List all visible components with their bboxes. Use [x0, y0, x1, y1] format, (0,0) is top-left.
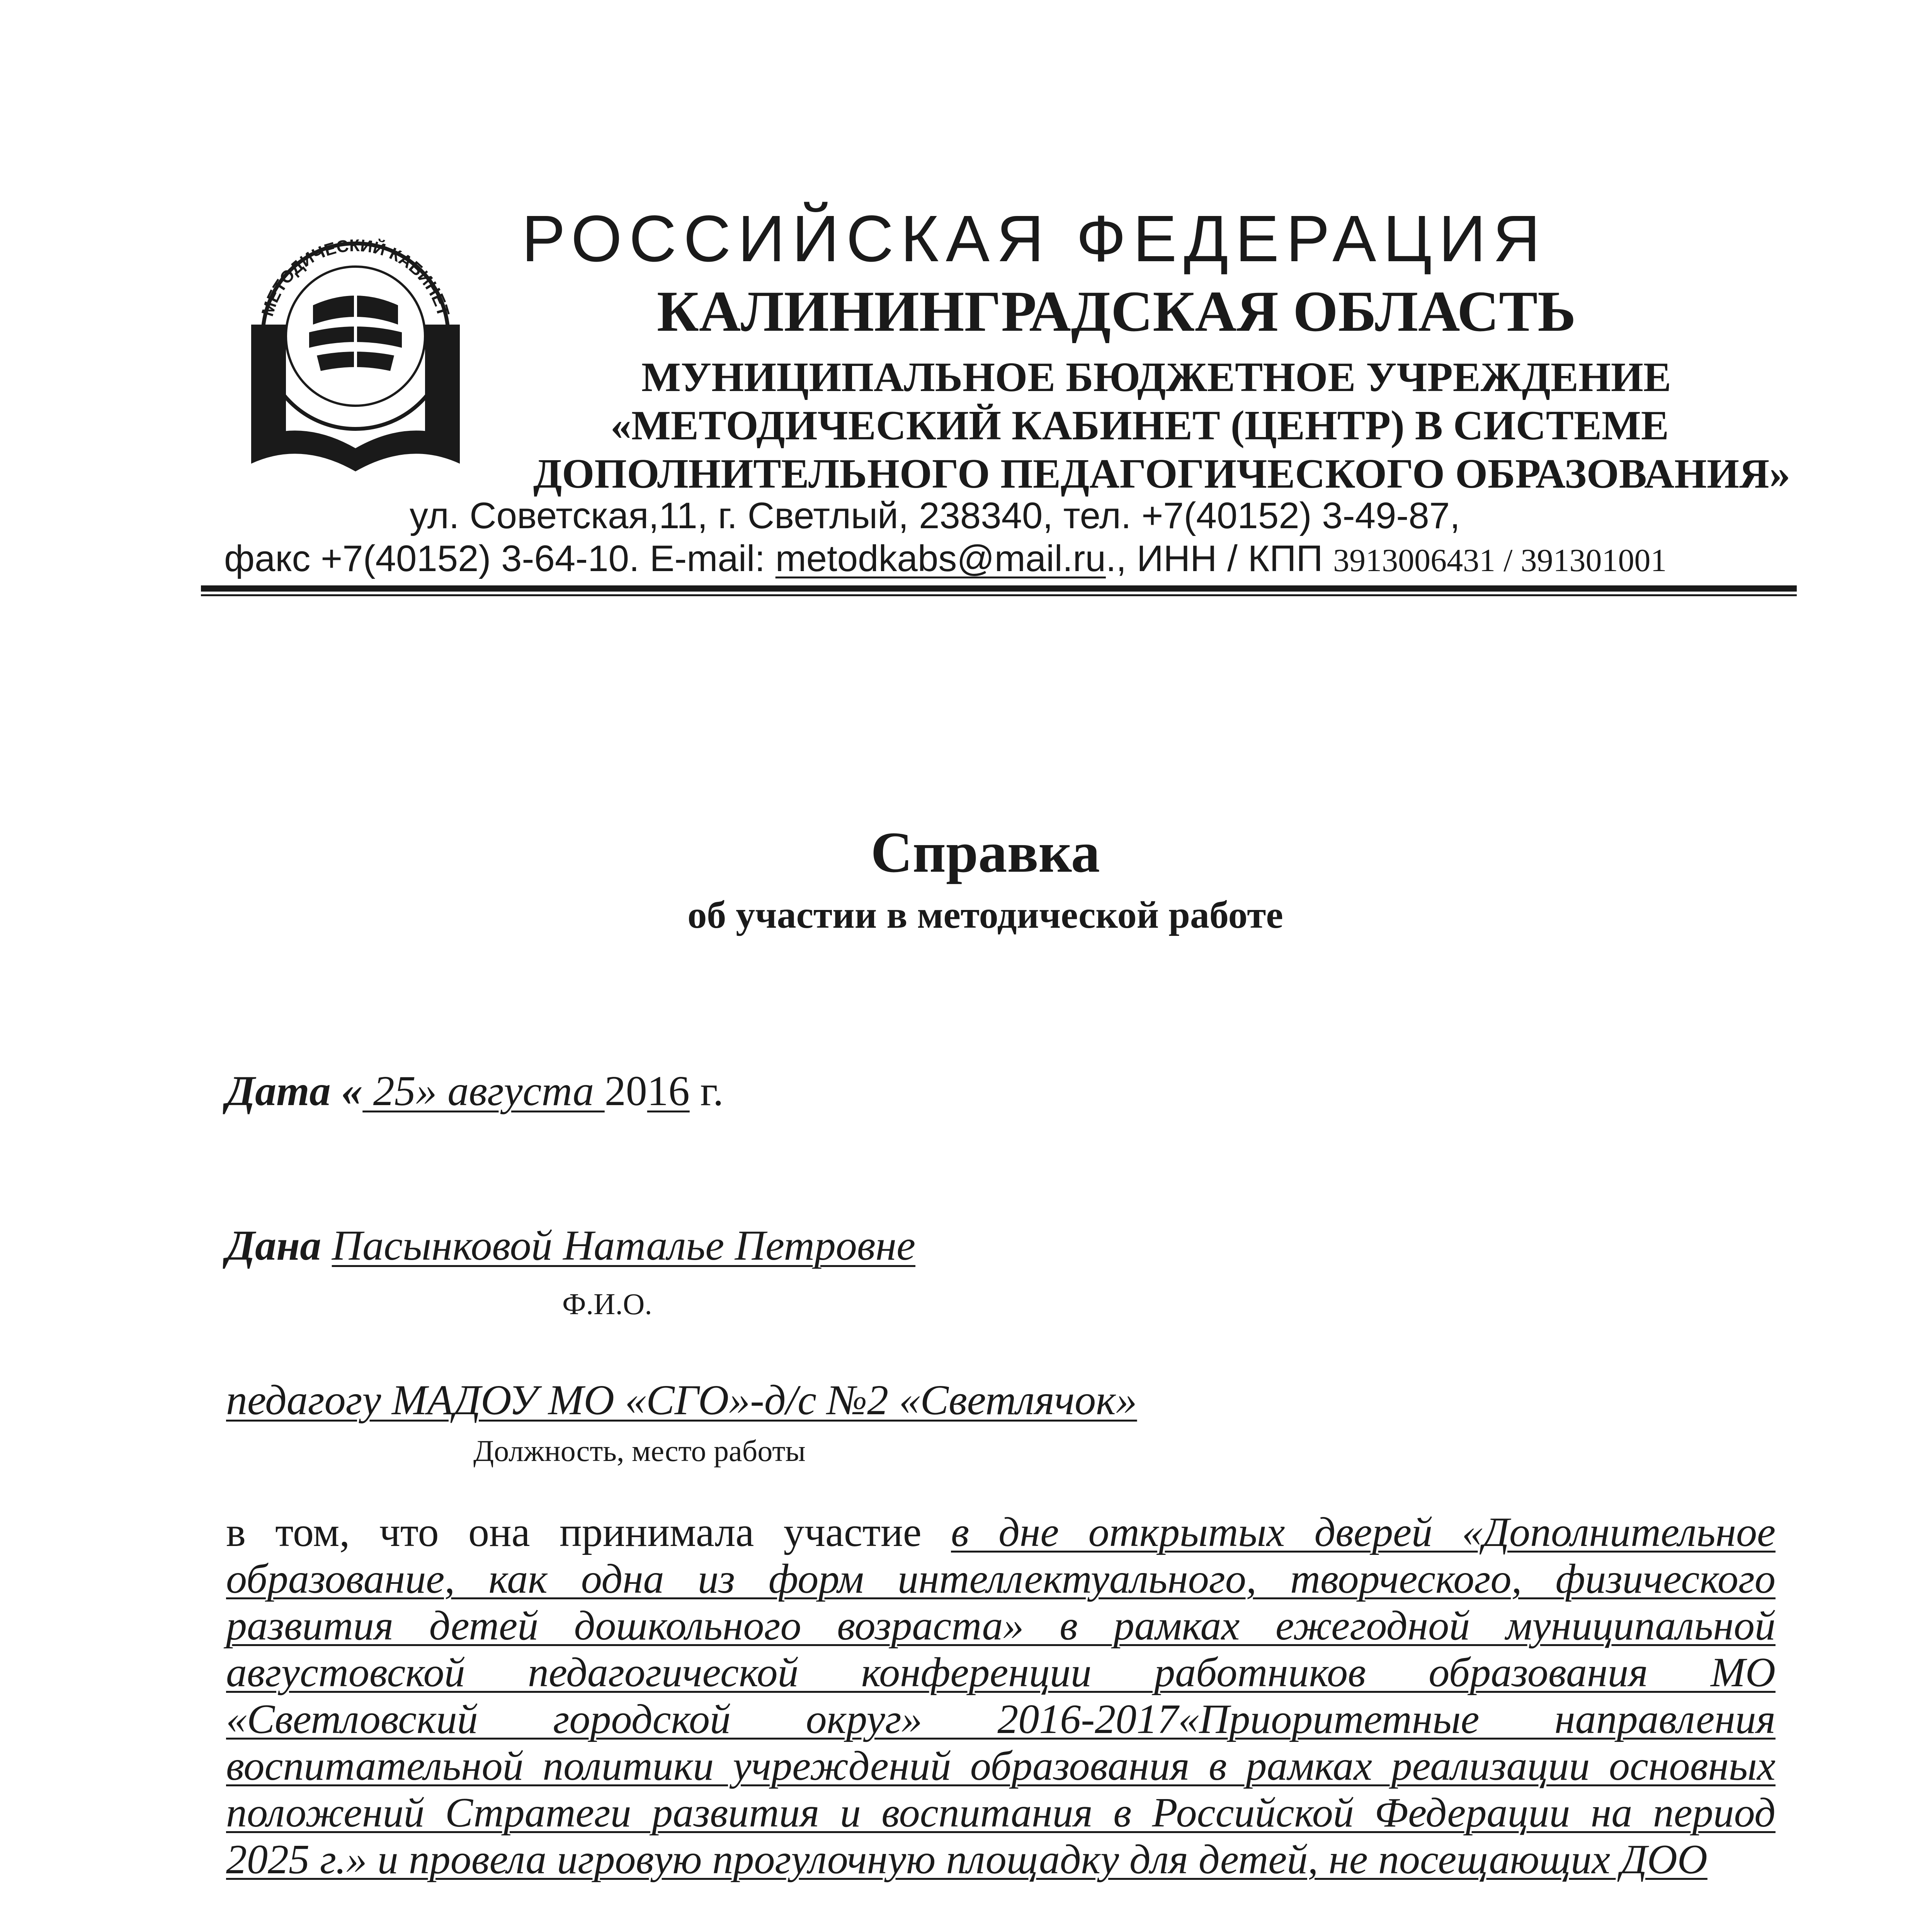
issued-label: Дана: [226, 1222, 332, 1269]
organization-logo: [236, 209, 475, 479]
body-lead: в том, что она принимала участие: [226, 1509, 951, 1555]
header-org-line-2: «МЕТОДИЧЕСКИЙ КАБИНЕТ (ЦЕНТР) В СИСТЕМЕ: [611, 403, 1669, 449]
date-year-prefix: 20: [604, 1067, 647, 1114]
header-rule-thin: [201, 594, 1797, 596]
issued-to-field: [226, 1221, 915, 1270]
header-org-line-3: ДОПОЛНИТЕЛЬНОГО ПЕДАГОГИЧЕСКОГО ОБРАЗОВАНИЯ»: [533, 451, 1791, 497]
header-inn-label: ., ИНН / КПП: [1105, 538, 1333, 579]
document-subtitle: об участии в методической работе: [687, 893, 1283, 936]
date-end: г.: [689, 1067, 724, 1114]
logo-text: МЕТОДИЧЕСКИЙ КАБИНЕТ: [258, 236, 453, 319]
header-fax: факс +7(40152) 3-64-10. E-mail:: [224, 538, 776, 579]
position-field: педагогу МАДОУ МО «СГО»-д/с №2 «Светлячок»: [226, 1376, 1137, 1423]
participation-description: в дне открытых дверей «Дополнительное образование, как одна из форм интеллектуального, творческого, физического развития детей дошкольного возраста» в рамках ежегодной муниципальной августовской педагогической конференции работников образования МО «Светловский городской округ» 2016-2017«Приоритетные направления воспитательной политики учреждений образования в рамках реализации основных положений Стратеги развития и воспитания в Российской Федерации на период 2025 г.» и провела игровую прогулочную площадку для детей, не посещающих ДОО: [226, 1509, 1776, 1883]
body-paragraph: [226, 1509, 1776, 1883]
document-title: Справка: [871, 820, 1100, 884]
issued-name: Пасынковой Наталье Петровне: [332, 1222, 916, 1269]
header-rule-thick: [201, 585, 1797, 592]
date-label: Дата «: [226, 1067, 363, 1114]
date-field: [226, 1066, 724, 1116]
header-contacts: [224, 537, 1667, 580]
date-day-month: 25» августа: [362, 1067, 605, 1114]
header-address: ул. Советская,11, г. Светлый, 238340, тел. +7(40152) 3-49-87,: [410, 495, 1460, 536]
date-year-suffix: 16: [647, 1067, 690, 1114]
name-caption: Ф.И.О.: [562, 1287, 652, 1321]
email-link[interactable]: metodkabs@mail.ru: [775, 538, 1106, 579]
header-country: РОССИЙСКАЯ ФЕДЕРАЦИЯ: [522, 202, 1548, 276]
header-region: КАЛИНИНГРАДСКАЯ ОБЛАСТЬ: [657, 279, 1576, 344]
header-org-line-1: МУНИЦИПАЛЬНОЕ БЮДЖЕТНОЕ УЧРЕЖДЕНИЕ: [641, 354, 1671, 400]
header-inn-value: 3913006431 / 391301001: [1333, 543, 1667, 578]
position-caption: Должность, место работы: [473, 1434, 806, 1468]
